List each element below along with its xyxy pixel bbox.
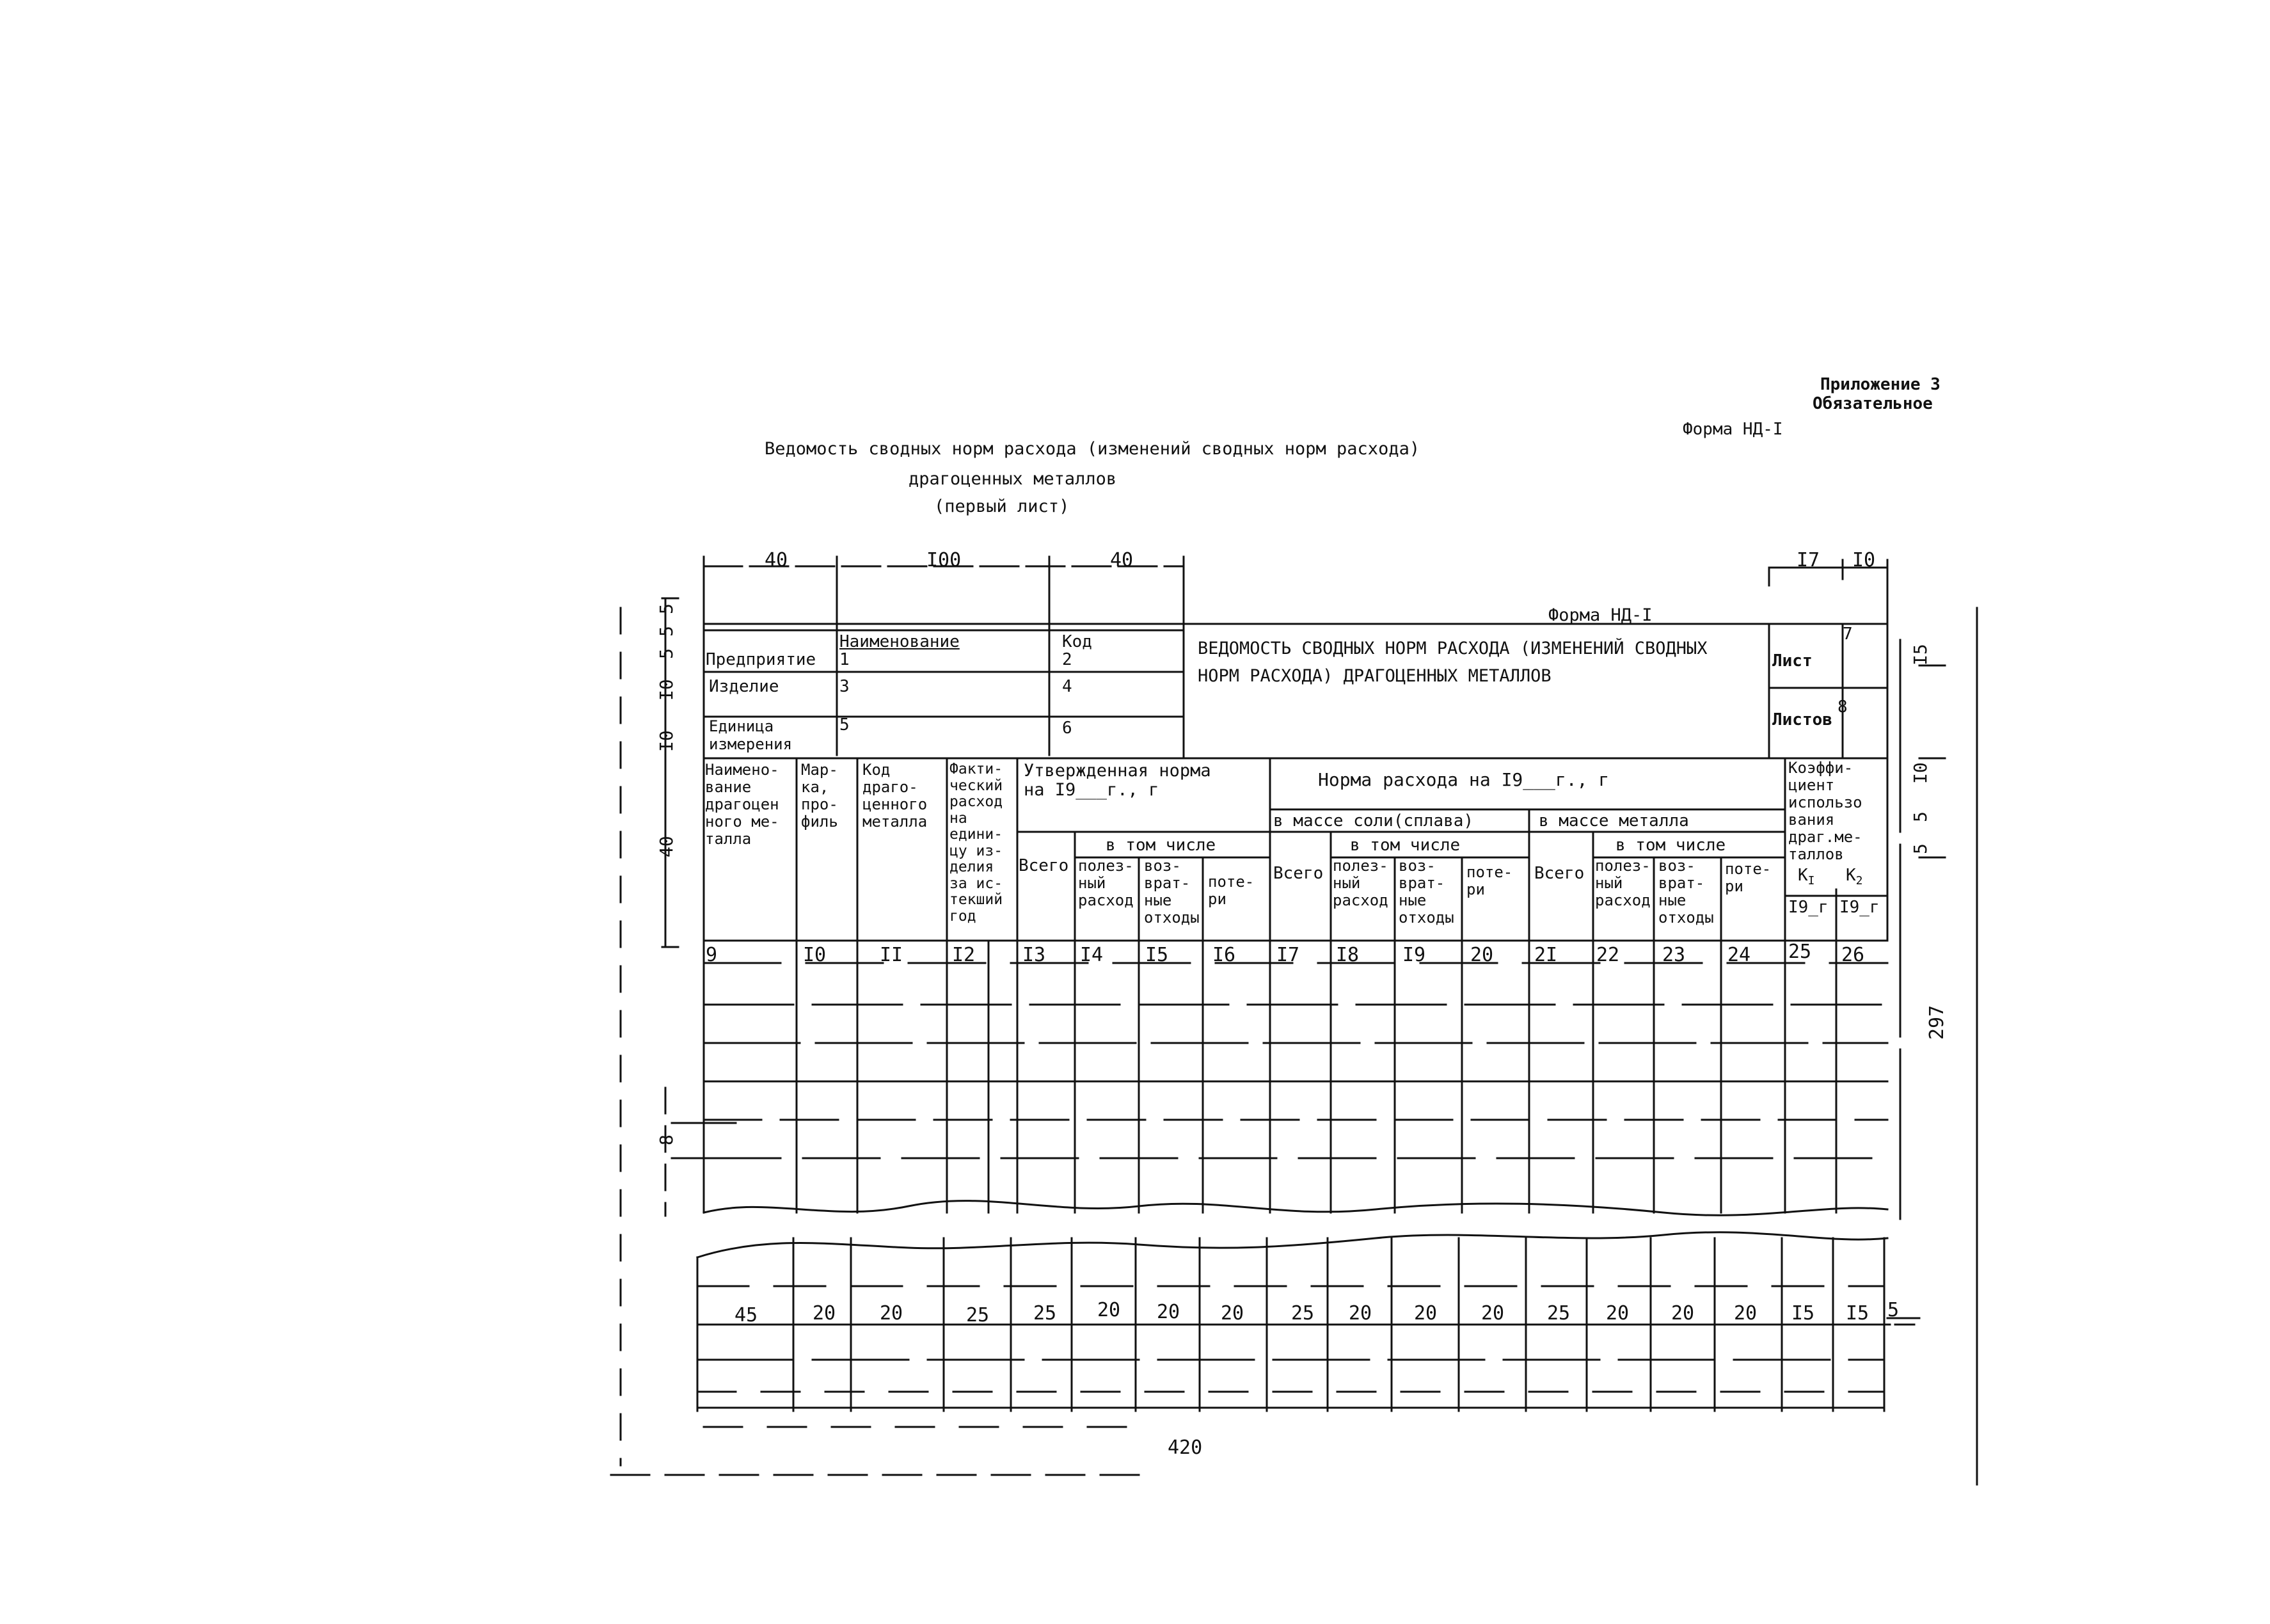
- row-unit-1: Единица: [709, 717, 774, 735]
- k1-subscript: I: [1807, 874, 1815, 888]
- appendix-mandatory: Обязательное: [1813, 394, 1933, 413]
- field-7: 7: [1843, 625, 1853, 644]
- col-header-norm: Норма расхода на I9___г., г: [1318, 769, 1610, 790]
- width-20-i: 20: [1606, 1302, 1630, 1325]
- colnum-17: I7: [1276, 944, 1300, 966]
- right-dim-5-a: 5: [1910, 811, 1931, 822]
- k1-label: [1798, 867, 1815, 889]
- colnum-26: 26: [1841, 944, 1865, 966]
- width-20-k: 20: [1734, 1302, 1758, 1325]
- col-header-actual: Факти- ческий расход на едини- цу из- делия за ис- текший год: [949, 761, 1003, 925]
- col-header-returnable-3: воз- врат- ные отходы: [1658, 857, 1714, 927]
- col-header-metal-mass: в массе металла: [1539, 811, 1689, 831]
- form-name: Форма НД-I: [1548, 605, 1653, 625]
- width-20-b: 20: [880, 1302, 903, 1325]
- left-dim-5-c: 5: [656, 603, 677, 614]
- left-dim-8: 8: [656, 1134, 677, 1145]
- col-header-grade: Мар- ка, про- филь: [801, 761, 838, 831]
- left-dim-40: 40: [656, 836, 677, 857]
- field-5: 5: [839, 715, 850, 735]
- col-header-metal-code: Код драго- ценного металла: [862, 761, 928, 831]
- colnum-18: I8: [1336, 944, 1360, 966]
- form-heading-line1: ВЕДОМОСТЬ СВОДНЫХ НОРМ РАСХОДА (ИЗМЕНЕНИЙ СВОДНЫХ: [1198, 639, 1708, 658]
- col-header-useful-1: полез- ный расход: [1078, 857, 1134, 909]
- field-6: 6: [1062, 719, 1072, 738]
- col-header-total-1: Всего: [1019, 856, 1069, 875]
- form-heading-line2: НОРМ РАСХОДА) ДРАГОЦЕННЫХ МЕТАЛЛОВ: [1198, 666, 1552, 686]
- field-3: 3: [839, 677, 850, 696]
- width-20-f: 20: [1349, 1302, 1372, 1325]
- col-header-incl-1: в том числе: [1106, 836, 1216, 855]
- col-header-useful-3: полез- ный расход: [1595, 857, 1651, 909]
- right-dim-15: I5: [1910, 644, 1931, 665]
- col-header-losses-1: поте- ри: [1208, 873, 1255, 908]
- colnum-25: 25: [1788, 941, 1812, 963]
- colnum-24: 24: [1727, 944, 1751, 966]
- left-dim-5-b: 5: [656, 626, 677, 637]
- field-4: 4: [1062, 677, 1072, 696]
- width-20-d: 20: [1157, 1301, 1180, 1323]
- row-unit-2: измерения: [709, 735, 793, 753]
- width-20-g: 20: [1414, 1302, 1438, 1325]
- width-25-a: 25: [966, 1304, 990, 1326]
- sheets-label: Листов: [1772, 710, 1832, 729]
- width-20-a: 20: [813, 1302, 836, 1325]
- k2-subscript: 2: [1855, 874, 1863, 888]
- width-15-a: I5: [1791, 1302, 1815, 1325]
- width-25-d: 25: [1547, 1302, 1571, 1325]
- col-header-returnable-2: воз- врат- ные отходы: [1399, 857, 1454, 927]
- col-header-incl-2: в том числе: [1350, 836, 1461, 855]
- dim-100: I00: [926, 549, 962, 571]
- form-code-label: Форма НД-I: [1683, 420, 1783, 439]
- width-20-c: 20: [1097, 1299, 1121, 1321]
- right-dim-10: I0: [1910, 762, 1931, 784]
- left-dim-10-a: I0: [656, 730, 677, 752]
- col-header-losses-3: поте- ри: [1725, 860, 1772, 895]
- colnum-13: I3: [1022, 944, 1046, 966]
- width-45: 45: [734, 1304, 758, 1326]
- sheet-label: Лист: [1772, 651, 1813, 671]
- bottom-dim-420: 420: [1168, 1437, 1203, 1459]
- dim-40-b: 40: [1110, 549, 1134, 571]
- k2-letter: К: [1846, 866, 1856, 885]
- dim-17: I7: [1797, 549, 1820, 571]
- year-label-2: I9_г: [1839, 898, 1880, 917]
- document-title-line3: (первый лист): [934, 497, 1070, 516]
- colnum-19: I9: [1402, 944, 1426, 966]
- header-name: Наименование: [839, 632, 960, 651]
- col-header-returnable-1: воз- врат- ные отходы: [1144, 857, 1200, 927]
- colnum-12: I2: [952, 944, 976, 966]
- width-5: 5: [1887, 1299, 1900, 1321]
- k1-letter: К: [1798, 866, 1808, 885]
- year-label-1: I9_г: [1788, 898, 1829, 917]
- colnum-14: I4: [1080, 944, 1104, 966]
- width-20-h: 20: [1481, 1302, 1505, 1325]
- left-dim-10-b: I0: [656, 679, 677, 701]
- document-title-line1: Ведомость сводных норм расхода (изменений сводных норм расхода): [765, 439, 1420, 459]
- appendix-number: Приложение 3: [1820, 375, 1941, 394]
- width-25-b: 25: [1033, 1302, 1057, 1325]
- col-header-incl-3: в том числе: [1615, 836, 1726, 855]
- header-code: Код: [1062, 632, 1092, 651]
- right-dim-5-b: 5: [1910, 843, 1931, 854]
- row-enterprise: Предприятие: [706, 650, 816, 669]
- col-header-coefficient: Коэффи- циент использо вания драг.ме- таллов: [1788, 759, 1862, 863]
- field-2: 2: [1062, 650, 1072, 669]
- field-1: 1: [839, 650, 850, 669]
- col-header-losses-2: поте- ри: [1466, 863, 1513, 898]
- dim-10-top: I0: [1852, 549, 1876, 571]
- width-20-e: 20: [1221, 1302, 1244, 1325]
- col-header-approved: Утвержденная норма на I9___г., г: [1024, 761, 1211, 800]
- col-header-metal-name: Наимено- вание драгоцен ного ме- талла: [705, 761, 779, 848]
- col-header-salt-mass: в массе соли(сплава): [1273, 811, 1474, 831]
- colnum-23: 23: [1662, 944, 1686, 966]
- col-header-total-2: Всего: [1273, 864, 1324, 883]
- k2-label: [1846, 867, 1863, 889]
- colnum-9: 9: [706, 944, 718, 966]
- colnum-16: I6: [1212, 944, 1236, 966]
- field-8: 8: [1837, 697, 1848, 717]
- left-dim-5-a: 5: [656, 648, 677, 659]
- width-15-b: I5: [1846, 1302, 1869, 1325]
- width-25-c: 25: [1291, 1302, 1315, 1325]
- colnum-21: 2I: [1534, 944, 1558, 966]
- colnum-15: I5: [1145, 944, 1169, 966]
- dim-40-a: 40: [765, 549, 788, 571]
- col-header-useful-2: полез- ный расход: [1333, 857, 1388, 909]
- col-header-total-3: Всего: [1534, 864, 1585, 883]
- colnum-20: 20: [1470, 944, 1494, 966]
- width-20-j: 20: [1671, 1302, 1695, 1325]
- row-product: Изделие: [709, 677, 779, 696]
- colnum-11: II: [880, 944, 903, 966]
- colnum-22: 22: [1596, 944, 1620, 966]
- colnum-10: I0: [803, 944, 827, 966]
- document-title-line2: драгоценных металлов: [909, 469, 1117, 489]
- right-dim-297: 297: [1926, 1005, 1948, 1040]
